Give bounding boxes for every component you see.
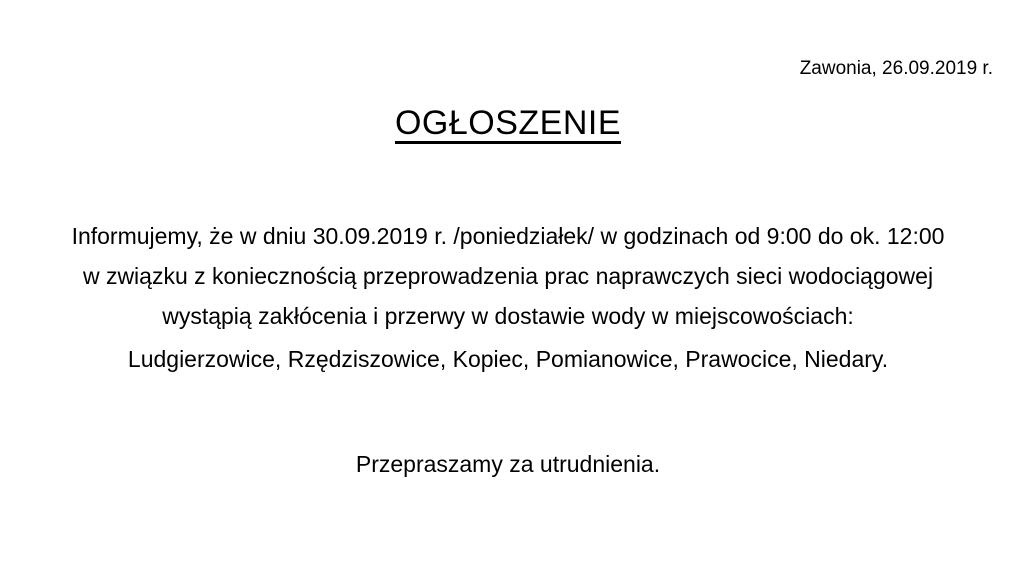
localities-line: Ludgierzowice, Rzędziszowice, Kopiec, Pomianowice, Prawocice, Niedary. [127, 346, 889, 372]
body-line-2: w związku z koniecznością przeprowadzenia prac naprawczych sieci wodociągowej [82, 263, 934, 289]
body-line-1: Informujemy, że w dniu 30.09.2019 r. /poniedziałek/ w godzinach od 9:00 do ok. 12:00 [71, 223, 945, 249]
body-line-3: wystąpią zakłócenia i przerwy w dostawie wody w miejscowościach: [162, 303, 854, 329]
dateline: Zawonia, 26.09.2019 r. [799, 58, 993, 79]
page-title: OGŁOSZENIE [394, 104, 622, 142]
apology-line: Przepraszamy za utrudnienia. [355, 451, 661, 477]
body-paragraph [0, 216, 1016, 336]
